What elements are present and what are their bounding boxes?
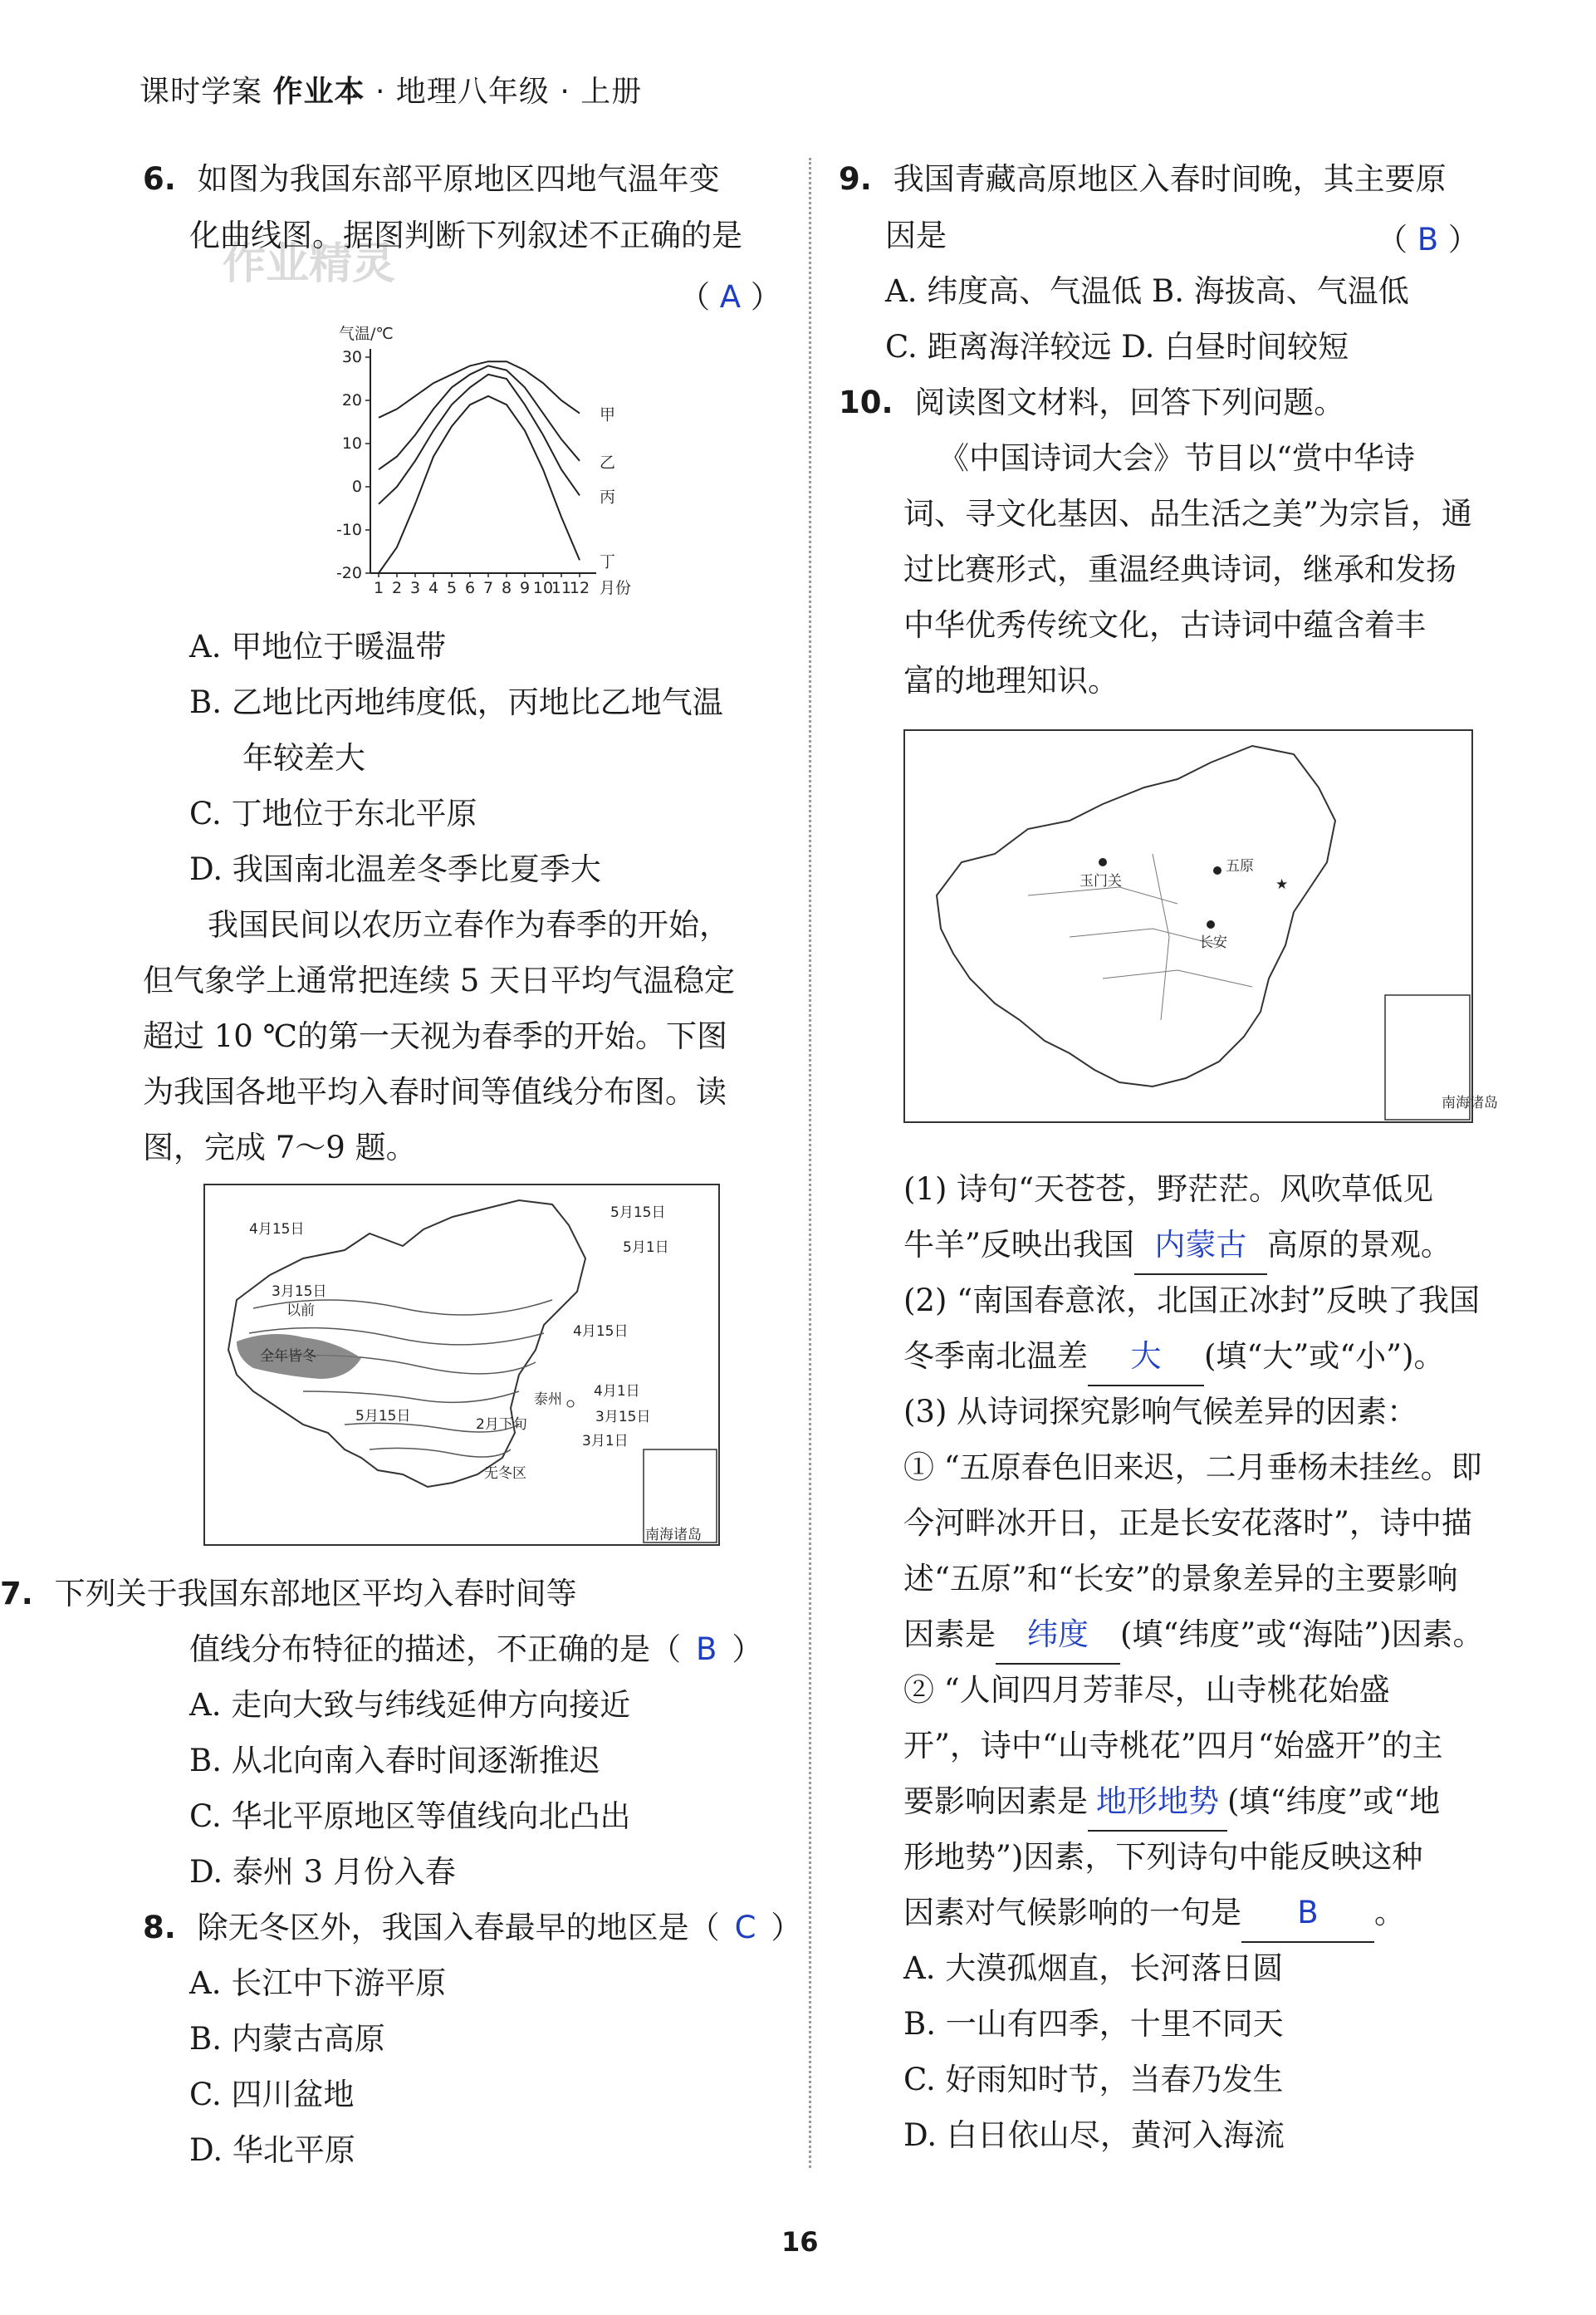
x-tick-label: 3 xyxy=(409,579,421,597)
x-tick-label: 2 xyxy=(391,579,403,597)
q10-stem-text: 阅读图文材料，回答下列问题。 xyxy=(914,385,1345,420)
q8-answer: C xyxy=(734,1910,756,1945)
q10-s3a-answer: 纬度 xyxy=(996,1606,1120,1665)
q9-options-cd: C. 距离海洋较远 D. 白昼时间较短 xyxy=(885,329,1349,365)
q7-option-d: D. 泰州 3 月份入春 xyxy=(189,1854,456,1890)
q10-s3b-choice-answer: B xyxy=(1241,1885,1374,1943)
q10-s2-answer: 大 xyxy=(1088,1328,1204,1386)
q9-stem-line2: 因是 xyxy=(885,218,947,253)
series-label: 甲 xyxy=(600,405,616,424)
q10-s3a-line4: 因素是 纬度 (填“纬度”或“海陆”)因素。 xyxy=(903,1606,1484,1665)
q10-s3a-line3: 述“五原”和“长安”的景象差异的主要影响 xyxy=(903,1561,1458,1596)
q10-s1-answer: 内蒙古 xyxy=(1134,1217,1267,1275)
page-number: 16 xyxy=(781,2226,819,2258)
china-poetry-map xyxy=(903,729,1498,1123)
series-label: 丁 xyxy=(600,552,616,571)
y-axis-label: 气温/℃ xyxy=(339,325,394,343)
q10-stem xyxy=(839,375,1344,431)
isoline-label: 4月15日 xyxy=(573,1323,629,1340)
x-tick-label: 5 xyxy=(446,579,458,597)
q10-s3b-line4: 形地势”)因素，下列诗句中能反映这种 xyxy=(903,1839,1423,1875)
q6-stem-text: 如图为我国东部平原地区四地气温年变 xyxy=(197,161,720,197)
x-tick-label: 8 xyxy=(501,579,512,597)
q10-option-d: D. 白日依山尽，黄河入海流 xyxy=(903,2117,1285,2153)
intro-line2: 但气象学上通常把连续 5 天日平均气温稳定 xyxy=(143,963,736,998)
place-label-yumenguan: 玉门关 xyxy=(1080,873,1122,890)
q10-material-line2: 词、寻文化基因、品生活之美”为宗旨，通 xyxy=(903,496,1472,532)
q6-option-c: C. 丁地位于东北平原 xyxy=(189,796,477,831)
intro-line1: 我国民间以农历立春作为春季的开始， xyxy=(208,907,730,943)
inset-label: 南海诸岛 xyxy=(645,1527,702,1543)
place-label-changan: 长安 xyxy=(1199,934,1227,951)
x-tick-label: 9 xyxy=(519,579,531,597)
inset-label: 南海诸岛 xyxy=(1442,1095,1498,1111)
q10-option-c: C. 好雨知时节，当春乃发生 xyxy=(903,2062,1284,2097)
watermark: 作业精灵 xyxy=(223,239,396,289)
q10-s1-line2: 牛羊”反映出我国 内蒙古 高原的景观。 xyxy=(903,1217,1452,1275)
x-tick-label: 4 xyxy=(428,579,439,597)
q7-option-b: B. 从北向南入春时间逐渐推迟 xyxy=(189,1743,600,1778)
q8-option-b: B. 内蒙古高原 xyxy=(189,2021,385,2057)
q10-s3b-line1: ② “人间四月芳菲尽，山寺桃花始盛 xyxy=(903,1672,1390,1708)
q10-option-b: B. 一山有四季，十里不同天 xyxy=(903,2006,1284,2042)
column-divider xyxy=(809,158,811,2168)
series-label: 乙 xyxy=(600,453,616,472)
page-header xyxy=(140,68,642,110)
x-axis-unit-label: 月份 xyxy=(600,579,632,597)
isoline-label: 以前 xyxy=(286,1302,315,1319)
q6-option-b-cont: 年较差大 xyxy=(242,740,365,776)
q10-s2-line1: (2) “南国春意浓，北国正冰封”反映了我国 xyxy=(903,1283,1481,1318)
city-marker xyxy=(1213,866,1221,875)
q6-stem-line2: 化曲线图。据图判断下列叙述不正确的是 xyxy=(189,218,742,253)
q7-stem-text: 下列关于我国东部地区平均入春时间等 xyxy=(54,1576,577,1611)
y-tick-label: 30 xyxy=(341,348,362,366)
x-tick-label: 7 xyxy=(482,579,494,597)
q8-option-a: A. 长江中下游平原 xyxy=(189,1965,447,2001)
q10-s3-heading: (3) 从诗词探究影响气候差异的因素： xyxy=(903,1394,1418,1430)
y-tick-label: 10 xyxy=(341,434,362,453)
city-label-taizhou: 泰州 xyxy=(534,1391,562,1408)
q7-stem-line1 xyxy=(0,1566,577,1622)
q6-answer-paren: （ A ） xyxy=(679,279,781,315)
question-number: 7. xyxy=(0,1576,33,1611)
q10-s3b-line5: 因素对气候影响的一句是 B 。 xyxy=(903,1885,1405,1943)
q6-stem-line1 xyxy=(143,151,720,208)
header-separator: · xyxy=(560,75,570,109)
series-name: 课时学案 xyxy=(140,75,263,109)
q9-answer: B xyxy=(1417,222,1439,257)
question-number: 9. xyxy=(839,161,872,197)
q7-stem-text2: 值线分布特征的描述，不正确的是（ xyxy=(189,1631,681,1667)
q8-stem-line1: 8. 除无冬区外，我国入春最早的地区是（ C ） xyxy=(143,1910,802,1945)
q6-option-a: A. 甲地位于暖温带 xyxy=(189,629,447,665)
spring-onset-isoline-map xyxy=(203,1184,720,1546)
intro-line5: 图，完成 7～9 题。 xyxy=(143,1130,417,1165)
question-number: 8. xyxy=(143,1910,176,1945)
header-separator: · xyxy=(375,75,386,109)
isoline-label: 3月15日 xyxy=(595,1409,651,1425)
q7-option-a: A. 走向大致与纬线延伸方向接近 xyxy=(189,1687,631,1723)
x-tick-label: 10 xyxy=(532,579,554,597)
q10-material-line4: 中华优秀传统文化，古诗词中蕴含着丰 xyxy=(903,607,1426,643)
q10-s3a-line2: 今河畔冰开日，正是长安花落时”，诗中描 xyxy=(903,1505,1472,1541)
q10-material-line3: 过比赛形式，重温经典诗词，继承和发扬 xyxy=(903,552,1456,587)
isoline-label: 3月1日 xyxy=(582,1433,629,1449)
intro-line3: 超过 10 ℃的第一天视为春季的开始。下图 xyxy=(143,1018,727,1054)
q7-answer: B xyxy=(696,1631,717,1667)
q10-s3b-line3: 要影响因素是 地形地势 (填“纬度”或“地 xyxy=(903,1773,1440,1832)
q10-option-a: A. 大漠孤烟直，长河落日圆 xyxy=(903,1950,1284,1986)
y-tick-label: 0 xyxy=(351,478,362,496)
question-number: 10. xyxy=(839,385,893,420)
area-label: 全年皆冬 xyxy=(260,1348,316,1365)
subject-name: 地理八年级 xyxy=(395,75,550,109)
q10-s2-line2: 冬季南北温差 大 (填“大”或“小”)。 xyxy=(903,1328,1445,1386)
isoline-label: 4月15日 xyxy=(249,1221,305,1238)
y-tick-label: 20 xyxy=(341,391,362,410)
capital-star-icon: ★ xyxy=(1275,876,1289,893)
isoline-label: 4月1日 xyxy=(594,1383,640,1400)
q10-s3b-answer: 地形地势 xyxy=(1088,1773,1227,1832)
isoline-label: 5月15日 xyxy=(610,1204,666,1221)
temperature-line-chart xyxy=(322,322,654,605)
q6-option-d: D. 我国南北温差冬季比夏季大 xyxy=(189,851,601,887)
question-number: 6. xyxy=(143,161,176,197)
q9-answer-paren: （ B ） xyxy=(1377,222,1479,257)
q9-stem-line1 xyxy=(839,151,1447,208)
city-marker xyxy=(1207,920,1215,929)
q6-option-b: B. 乙地比丙地纬度低，丙地比乙地气温 xyxy=(189,684,723,720)
isoline-label: 5月1日 xyxy=(623,1239,669,1256)
y-tick-label: -20 xyxy=(335,564,362,582)
series-label: 丙 xyxy=(600,488,616,507)
city-marker xyxy=(1099,858,1107,866)
q7-stem-line2: 值线分布特征的描述，不正确的是（ B ） xyxy=(189,1631,763,1667)
q10-s3a-line1: ① “五原春色旧来迟，二月垂杨未挂丝。即 xyxy=(903,1449,1482,1485)
isoline-label: 2月下旬 xyxy=(476,1416,527,1433)
q10-material-line1: 《中国诗词大会》节目以“赏中华诗 xyxy=(938,440,1415,476)
q8-option-c: C. 四川盆地 xyxy=(189,2077,355,2112)
q10-s3b-line2: 开”，诗中“山寺桃花”四月“始盛开”的主 xyxy=(903,1728,1443,1763)
q9-stem-text: 我国青藏高原地区入春时间晚，其主要原 xyxy=(893,161,1447,197)
book-name: 作业本 xyxy=(272,75,365,109)
area-label: 无冬区 xyxy=(484,1465,526,1482)
q7-option-c: C. 华北平原地区等值线向北凸出 xyxy=(189,1798,631,1834)
place-label-wuyuan: 五原 xyxy=(1226,858,1254,875)
y-tick-label: -10 xyxy=(335,521,362,539)
isoline-label: 5月15日 xyxy=(355,1408,411,1425)
isoline-label: 3月15日 xyxy=(272,1283,327,1300)
intro-line4: 为我国各地平均入春时间等值线分布图。读 xyxy=(143,1074,727,1110)
q8-stem-text: 除无冬区外，我国入春最早的地区是（ xyxy=(197,1910,720,1945)
q8-option-d: D. 华北平原 xyxy=(189,2132,355,2168)
x-tick-label: 12 xyxy=(569,579,590,597)
x-tick-label: 1 xyxy=(373,579,384,597)
q10-s1-line1: (1) 诗句“天苍苍，野茫茫。风吹草低见 xyxy=(903,1171,1434,1207)
volume-name: 上册 xyxy=(580,75,643,109)
q9-options-ab: A. 纬度高、气温低 B. 海拔高、气温低 xyxy=(885,273,1409,309)
x-tick-label: 11 xyxy=(551,579,572,597)
x-tick-label: 6 xyxy=(464,579,476,597)
q10-material-line5: 富的地理知识。 xyxy=(903,663,1119,699)
q6-answer: A xyxy=(719,279,742,315)
